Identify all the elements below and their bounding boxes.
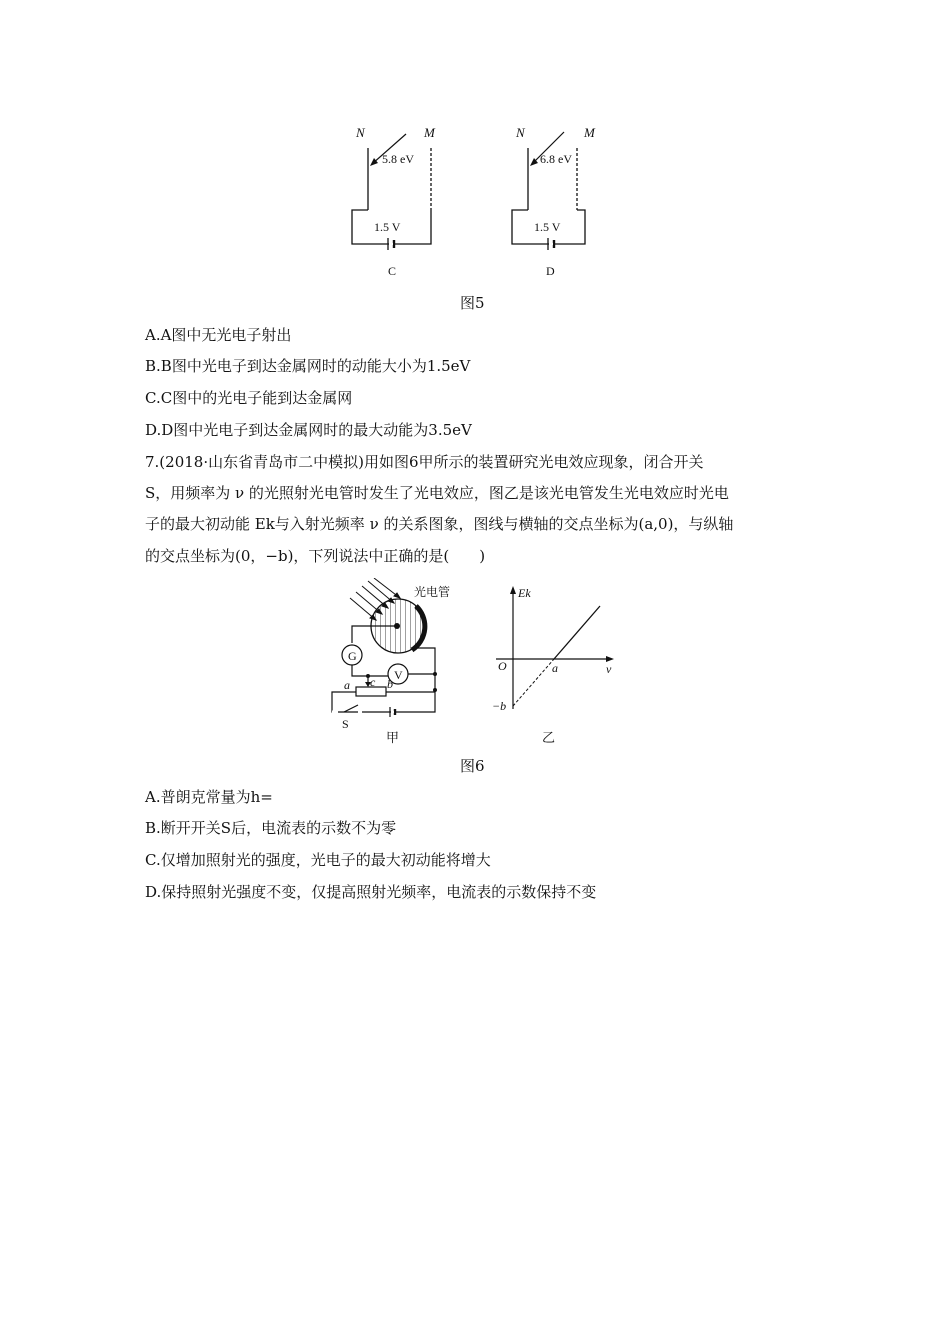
q7-option-b: B.断开开关S后，电流表的示数不为零 xyxy=(145,819,397,837)
battery-voltage: 1.5 V xyxy=(534,220,561,234)
photon-energy: 6.8 eV xyxy=(540,152,572,166)
y-intercept-label: −b xyxy=(492,699,507,713)
circuit-c xyxy=(352,125,436,278)
circuit-label: C xyxy=(388,264,397,278)
label-b: b xyxy=(387,677,393,691)
figure-jia-name: 甲 xyxy=(386,730,400,745)
label-c: c xyxy=(370,675,376,689)
y-axis-label: Ek xyxy=(518,586,531,600)
q7-stem-line-3: 子的最大初动能 Ek与入射光频率 ν 的关系图象，图线与横轴的交点坐标为(a,0)，与纵轴 xyxy=(145,515,734,533)
q6-option-a: A.A图中无光电子射出 xyxy=(145,326,292,344)
circuit-d xyxy=(512,125,596,278)
voltmeter-label: V xyxy=(394,668,403,682)
figure-5-caption: 图5 xyxy=(460,294,485,312)
figure-yi-name: 乙 xyxy=(542,730,556,745)
label-m: M xyxy=(424,125,435,140)
figure-6-caption: 图6 xyxy=(460,757,485,775)
q7-option-a: A.普朗克常量为h= xyxy=(145,788,273,806)
label-m: M xyxy=(584,125,595,140)
switch-icon xyxy=(344,705,358,712)
figure-6-yi xyxy=(488,584,628,748)
q7-option-d: D.保持照射光强度不变，仅提高照射光频率，电流表的示数保持不变 xyxy=(145,883,597,901)
q7-stem-line-1: 7.(2018·山东省青岛市二中模拟)用如图6甲所示的装置研究光电效应现象，闭合开关 xyxy=(145,453,704,471)
label-a: a xyxy=(344,678,350,692)
tube-label: 光电管 xyxy=(414,585,451,599)
q7-stem-line-2: S，用频率为 ν 的光照射光电管时发生了光电效应，图乙是该光电管发生光电效应时光电 xyxy=(145,484,729,502)
ek-line xyxy=(554,606,600,659)
photon-energy: 5.8 eV xyxy=(382,152,414,166)
figure-5 xyxy=(330,118,630,288)
q6-option-d: D.D图中光电子到达金属网时的最大动能为3.5eV xyxy=(145,421,472,439)
extrapolated-line xyxy=(513,659,554,706)
x-axis-label: ν xyxy=(606,662,612,676)
label-n: N xyxy=(356,125,365,140)
q6-option-c: C.C图中的光电子能到达金属网 xyxy=(145,389,353,407)
galvanometer-label: G xyxy=(348,649,357,663)
battery-voltage: 1.5 V xyxy=(374,220,401,234)
q6-option-b: B.B图中光电子到达金属网时的动能大小为1.5eV xyxy=(145,357,471,375)
switch-label: S xyxy=(342,717,349,731)
x-intercept-label: a xyxy=(552,661,558,675)
q7-option-c: C.仅增加照射光的强度，光电子的最大初动能将增大 xyxy=(145,851,491,869)
q7-stem-line-4: 的交点坐标为(0，−b)，下列说法中正确的是( ) xyxy=(145,547,486,565)
figure-6-jia xyxy=(320,578,460,748)
circuit-label: D xyxy=(546,264,555,278)
origin-label: O xyxy=(498,659,507,673)
label-n: N xyxy=(516,125,525,140)
